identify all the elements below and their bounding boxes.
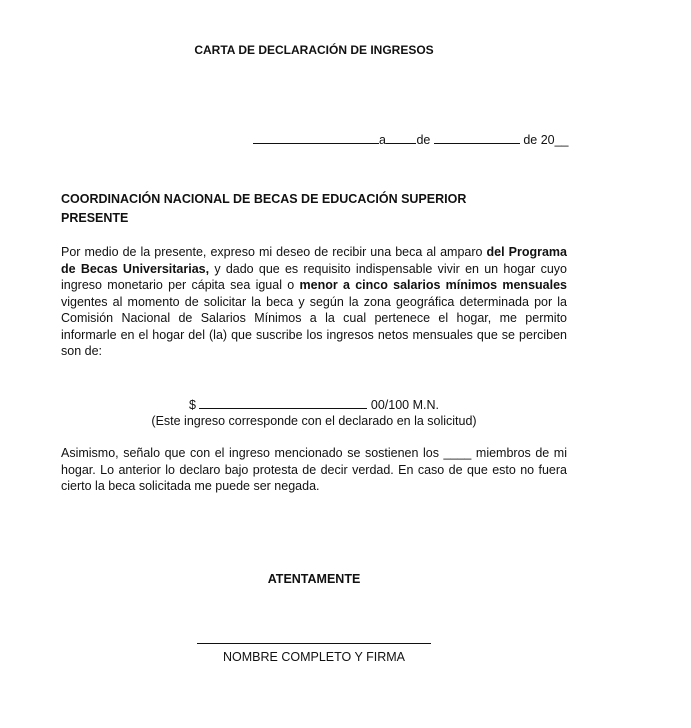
date-line <box>253 132 569 147</box>
date-word-de-2: de 20 <box>523 133 555 147</box>
document-title: CARTA DE DECLARACIÓN DE INGRESOS <box>194 43 434 57</box>
amount-line <box>0 397 628 412</box>
month-blank <box>434 132 520 144</box>
date-word-de-1: de <box>416 133 431 147</box>
currency-symbol: $ <box>188 398 196 412</box>
addressee-line-2: PRESENTE <box>61 211 129 225</box>
place-blank <box>253 132 379 144</box>
para1-bold-salaries: menor a cinco salarios mínimos mensuales <box>299 278 567 292</box>
day-blank <box>386 132 416 144</box>
year-blank: __ <box>554 133 569 147</box>
members-blank: ____ <box>443 446 472 460</box>
amount-blank <box>199 397 367 409</box>
closing: ATENTAMENTE <box>267 572 361 586</box>
para1-text-1: Por medio de la presente, expreso mi deseo de recibir una beca al amparo <box>61 245 487 259</box>
amount-note: (Este ingreso corresponde con el declarado en la solicitud) <box>151 414 477 428</box>
para1-text-2: y dado que es requisito indispensable vivir en un hogar cuyo ingreso monetario per cápita sea igual o <box>61 261 567 292</box>
body-paragraph-1 <box>61 244 567 360</box>
addressee-block <box>61 190 466 228</box>
amount-suffix: 00/100 M.N. <box>370 398 439 412</box>
signature-label: NOMBRE COMPLETO Y FIRMA <box>223 650 405 664</box>
para2-text-2: miembros de mi hogar. Lo anterior lo declaro bajo protesta de decir verdad. En caso de que esto no fuera cierto la beca solicitada me puede ser negada. <box>61 446 567 493</box>
date-word-a: a <box>379 133 386 147</box>
addressee-line-1: COORDINACIÓN NACIONAL DE BECAS DE EDUCACIÓN SUPERIOR <box>61 192 467 206</box>
body-paragraph-2 <box>61 445 567 495</box>
signature-line <box>197 643 431 644</box>
para1-text-3: vigentes al momento de solicitar la beca y según la zona geográfica determinada por la Comisión Nacional de Salarios Mínimos a la cual pertenece el hogar, me permito informarle en el hogar del (la) que suscribe los ingresos netos mensuales que se perciben son de: <box>61 294 567 358</box>
para2-text-1: Asimismo, señalo que con el ingreso mencionado se sostienen los <box>61 446 444 460</box>
para1-bold-program: del Programa de Becas Universitarias, <box>61 245 567 276</box>
